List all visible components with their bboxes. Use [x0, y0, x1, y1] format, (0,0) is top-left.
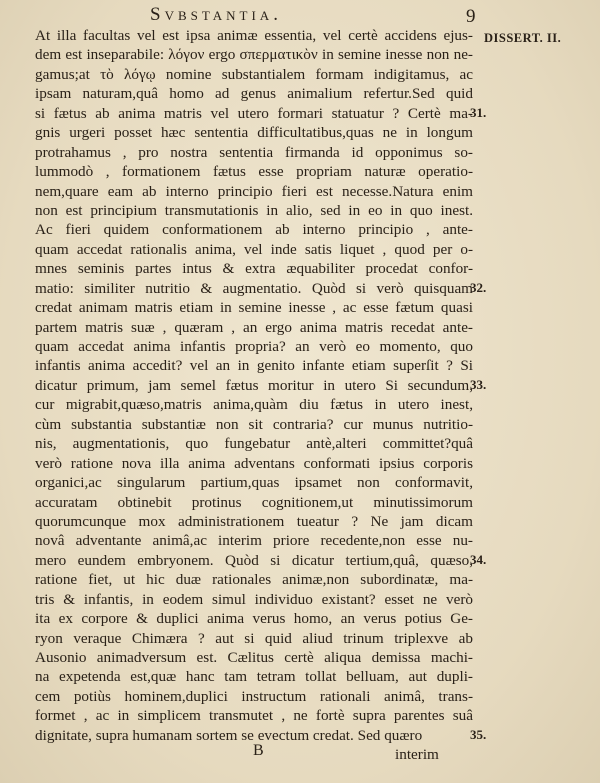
text-line: protrahamus , pro nostra sententia firmanda id opponimus so-	[35, 143, 473, 161]
margin-section-number: 32.	[470, 279, 487, 295]
text-line: gnis urgeri posset hæc sententia difficultatibus,quas ne in longum	[35, 124, 473, 142]
text-line: si fætus ab anima matris vel utero formari statuatur ? Certè ma-	[35, 104, 473, 122]
margin-section-number: 35.	[470, 727, 487, 743]
text-line: organici,ac singularum partium,quas ipsamet non conformavit,	[35, 474, 473, 492]
margin-section-number: 31.	[470, 104, 487, 120]
text-line: verò ratione nova illa anima adventans conformati ipsius corporis	[35, 454, 473, 472]
text-line: nis, augmentationis, quo fungebatur antè,alteri committet?quâ	[35, 435, 473, 453]
text-line: quam accedat anima infantis propria? an verò eo momento, quo	[35, 338, 473, 355]
text-line: non est principium transmutationis in alio, sed in eo in quo inest.	[35, 201, 473, 219]
text-line: cur migrabit,quæso,matris anima,quàm diu fætus in utero inest,	[35, 396, 473, 414]
margin-section-number: 33.	[470, 377, 487, 393]
text-line: At illa facultas vel est ipsa animæ essentia, vel certè accidens ejus-	[35, 27, 473, 44]
text-line: formet , ac in simplicem transmutet , ne fortè supra parentes suâ	[35, 707, 473, 725]
text-line: accuratam obtinebit protinus cognitionem,ut minutissimorum	[35, 493, 473, 511]
text-line: mnes seminis partes intus & extra æquabiliter procedat confor-	[35, 260, 473, 278]
text-line: mero eundem embryonem. Quòd si dicatur tertium,quâ, quæso,	[35, 551, 473, 569]
text-line: infantis anima accedit? vel an in genito infante etiam superſit ? Si	[35, 357, 473, 375]
margin-section-number: 34.	[470, 552, 487, 568]
body-text	[35, 26, 473, 745]
text-line: na expetenda est,quæ hanc tam tetram tollat belluam, aut dupli-	[35, 668, 473, 686]
text-line: partem matris suæ , quæram , an ergo anima matris recedat ante-	[35, 318, 473, 336]
text-line: ratione fiet, ut hic duæ rationales animæ,non subordinatæ, ma-	[35, 571, 473, 589]
page-number: 9	[466, 6, 476, 27]
signature-mark: B	[253, 742, 264, 759]
text-line: ipsam naturam,quâ homo ad genus animalium refertur.Sed quid	[35, 85, 473, 103]
text-line: dignitate, supra humanam sortem se evectum credat. Sed quæro	[35, 726, 423, 744]
dissertation-label: DISSERT. II.	[484, 31, 562, 45]
text-line: gamus;at τὸ λόγῳ nomine substantialem formam indigitamus, ac	[35, 65, 473, 83]
text-line: ita ex corpore & duplici anima verus homo, an verus potius Ge-	[35, 610, 473, 628]
text-line: ryon veraque Chimæra ? aut si quid aliud trinum triplexve ab	[35, 629, 473, 647]
running-title: Svbstantia.	[150, 4, 282, 25]
text-line: Ausonio animadversum est. Cælitus certè aliqua demissa machi-	[35, 649, 473, 666]
text-line: quorumcunque mox administrationem tueatur ? Ne jam dicam	[35, 512, 473, 530]
text-line: matio: similiter nutritio & augmentatio. Quòd si verò quisquam	[35, 279, 473, 297]
text-line: dicatur primum, jam semel fætus moritur in utero Si secundum,	[35, 376, 473, 394]
text-line: quam accedat rationalis anima, vel inde satis liquet , quod per o-	[35, 240, 473, 258]
text-line: tris & infantis, in eodem simul individuo existant? esset ne verò	[35, 590, 473, 608]
text-line: Ac fieri quidem conformationem ab interno principio , ante-	[35, 221, 473, 239]
text-line: novâ adventante animâ,ac interim priore recedente,non esse nu-	[35, 532, 473, 550]
text-line: lummodò , formationem fætus esse propriam naturæ operatio-	[35, 163, 473, 181]
text-line: cùm substantia substantiæ non sit contraria? cur munus nutritio-	[35, 415, 473, 433]
text-line: cem potiùs hominem,duplici instructum rationali animâ, trans-	[35, 687, 473, 705]
text-line: credat animam matris etiam in semine inesse , ac esse fætum quasi	[35, 299, 473, 317]
text-line: nem,quare eam ab interno principio fieri est necesse.Natura enim	[35, 182, 473, 200]
running-head	[0, 4, 600, 28]
catchword: interim	[395, 746, 439, 763]
text-line: dem est inseparabile: λόγον ergo σπερματικὸν in semine inesse non ne-	[35, 46, 473, 64]
